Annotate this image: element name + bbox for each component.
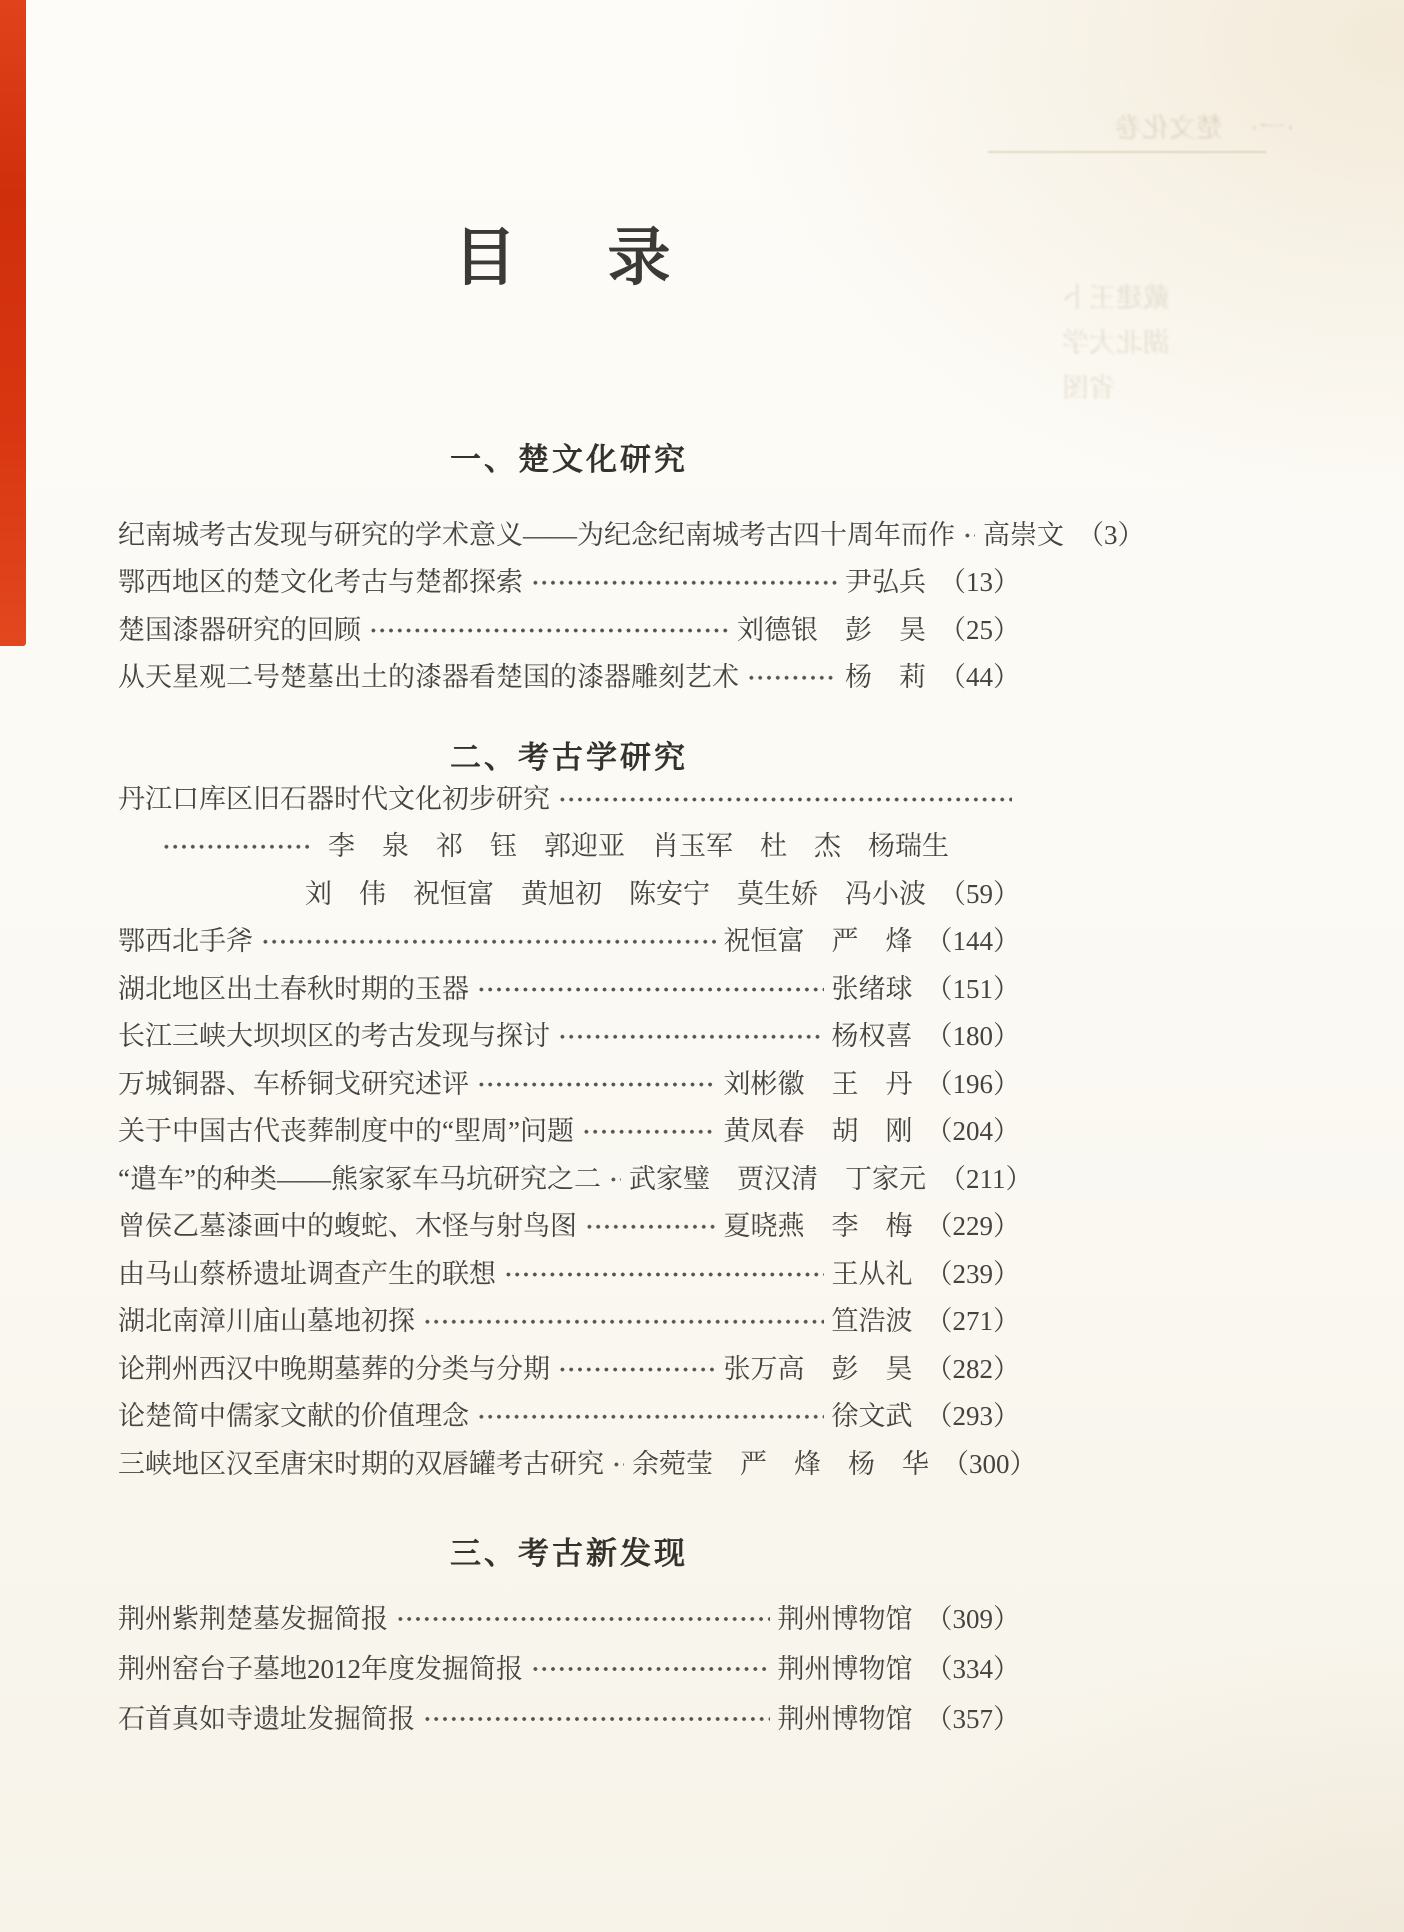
- entry-title: 从天星观二号楚墓出土的漆器看楚国的漆器雕刻艺术: [118, 662, 739, 693]
- entry-authors: 李 泉 祁 钰 郭迎亚 肖玉军 杜 杰 杨瑞生: [328, 831, 949, 862]
- entry-authors: 张绪球: [831, 973, 913, 1004]
- entry-page-number: （271）: [925, 1306, 1020, 1337]
- dot-leader: [160, 823, 312, 871]
- entry-authors: 张万高 彭 昊: [723, 1353, 913, 1384]
- entry-authors: 荆州博物馆: [777, 1653, 913, 1684]
- entry-authors: 荆州博物馆: [777, 1703, 913, 1734]
- book-spine-red-strip: [0, 0, 26, 646]
- dot-leader: [556, 1346, 716, 1394]
- entry-authors: 杨权喜: [831, 1021, 913, 1052]
- entry-authors: 武家璧 贾汉清 丁家元: [628, 1163, 926, 1194]
- ghost-line-3: 省图: [1062, 373, 1116, 403]
- entry-authors: 余菀莹 严 烽 杨 华: [632, 1448, 929, 1479]
- toc-entry: [118, 1298, 1020, 1346]
- toc-entry: [118, 1013, 1020, 1061]
- dot-leader: [475, 1393, 824, 1441]
- toc-entry-authors-line-2: [118, 871, 1020, 919]
- dot-leader: [475, 966, 824, 1014]
- entry-authors: 高崇文: [983, 519, 1064, 550]
- entry-page-number: （239）: [925, 1258, 1020, 1289]
- entry-title: “遣车”的种类——熊家冢车马坑研究之二: [118, 1163, 601, 1194]
- dot-leader: [556, 776, 1012, 824]
- section-2-entries: [118, 776, 1037, 1489]
- ghost-showthrough-rule: [988, 151, 1266, 153]
- toc-entry: [118, 918, 1020, 966]
- entry-authors: 徐文武: [831, 1401, 913, 1432]
- entry-authors: 刘彬徽 王 丹: [723, 1068, 913, 1099]
- dot-leader: [583, 1203, 716, 1251]
- dot-leader: [556, 1013, 824, 1061]
- entry-title: 三峡地区汉至唐宋时期的双唇罐考古研究: [118, 1448, 604, 1479]
- entry-authors: 夏晓燕 李 梅: [723, 1211, 913, 1242]
- dot-leader: [529, 559, 837, 607]
- toc-entry-multiline-title: [118, 776, 1020, 824]
- toc-entry: [118, 1156, 1033, 1204]
- entry-title: 关于中国古代丧葬制度中的“堲周”问题: [118, 1116, 574, 1147]
- entry-title: 纪南城考古发现与研究的学术意义——为纪念纪南城考古四十周年而作: [118, 519, 955, 550]
- entry-page-number: （204）: [925, 1116, 1020, 1147]
- section-heading-3: 三、考古新发现: [450, 1536, 688, 1572]
- entry-page-number: （309）: [925, 1603, 1020, 1634]
- entry-page-number: （334）: [925, 1653, 1020, 1684]
- ghost-showthrough-block: [1062, 276, 1222, 411]
- dot-leader: [607, 1156, 621, 1204]
- toc-entry: [118, 512, 1145, 560]
- entry-page-number: （293）: [925, 1401, 1020, 1432]
- entry-page-number: （144）: [925, 926, 1020, 957]
- entry-title: 由马山蔡桥遗址调查产生的联想: [118, 1258, 496, 1289]
- section-heading-2: 二、考古学研究: [450, 739, 688, 775]
- entry-title: 楚国漆器研究的回顾: [118, 614, 361, 645]
- entry-page-number: （25）: [939, 614, 1020, 645]
- entry-authors: 王从礼: [831, 1258, 913, 1289]
- entry-authors: 笪浩波: [831, 1306, 913, 1337]
- toc-entry: [118, 559, 1020, 607]
- entry-title: 石首真如寺遗址发掘简报: [118, 1703, 415, 1734]
- entry-title: 鄂西北手斧: [118, 926, 253, 957]
- entry-title: 长江三峡大坝坝区的考古发现与探讨: [118, 1021, 550, 1052]
- section-1-entries: [118, 512, 1145, 702]
- ghost-showthrough-header: ·一· 楚文化卷: [1115, 113, 1295, 143]
- entry-page-number: （44）: [939, 662, 1020, 693]
- toc-entry: [118, 1694, 1020, 1744]
- entry-page-number: （357）: [925, 1703, 1020, 1734]
- entry-authors: 黄凤春 胡 刚: [723, 1116, 913, 1147]
- entry-title: 荆州紫荆楚墓发掘简报: [118, 1603, 388, 1634]
- entry-title: 荆州窑台子墓地2012年度发掘简报: [118, 1653, 523, 1684]
- dot-leader: [259, 918, 716, 966]
- toc-entry: [118, 966, 1020, 1014]
- entry-authors: 杨 莉: [845, 662, 926, 693]
- entry-page-number: （151）: [925, 973, 1020, 1004]
- entry-page-number: （180）: [925, 1021, 1020, 1052]
- toc-entry: [118, 1251, 1020, 1299]
- entry-title: 湖北南漳川庙山墓地初探: [118, 1306, 415, 1337]
- entry-page-number: （196）: [925, 1068, 1020, 1099]
- entry-title: 曾侯乙墓漆画中的蝮蛇、木怪与射鸟图: [118, 1211, 577, 1242]
- dot-leader: [475, 1061, 716, 1109]
- dot-leader: [421, 1298, 824, 1346]
- dot-leader: [421, 1694, 770, 1744]
- page-title: 目 录: [453, 223, 685, 293]
- toc-entry: [118, 1393, 1020, 1441]
- toc-entry-authors-line-1: [118, 823, 1020, 871]
- entry-title: 鄂西地区的楚文化考古与楚都探索: [118, 567, 523, 598]
- dot-leader: [961, 512, 975, 560]
- dot-leader: [502, 1251, 824, 1299]
- ghost-line-1: 戴建王卜: [1062, 283, 1170, 313]
- entry-authors: 刘 伟 祝恒富 黄旭初 陈安宁 莫生娇 冯小波: [305, 878, 926, 909]
- toc-entry: [118, 1346, 1020, 1394]
- entry-page-number: （59）: [939, 878, 1020, 909]
- entry-title: 论楚简中儒家文献的价值理念: [118, 1401, 469, 1432]
- ghost-line-2: 湖北大学: [1062, 328, 1170, 358]
- entry-page-number: （229）: [925, 1211, 1020, 1242]
- toc-entry: [118, 1203, 1020, 1251]
- entry-authors: 尹弘兵: [845, 567, 926, 598]
- entry-authors: 荆州博物馆: [777, 1603, 913, 1634]
- dot-leader: [745, 654, 837, 702]
- dot-leader: [367, 607, 729, 655]
- entry-authors: 刘德银 彭 昊: [737, 614, 926, 645]
- entry-title: 万城铜器、车桥铜戈研究述评: [118, 1068, 469, 1099]
- dot-leader: [529, 1644, 770, 1694]
- toc-entry: [118, 1061, 1020, 1109]
- toc-entry: [118, 654, 1020, 702]
- entry-page-number: （3）: [1077, 519, 1145, 550]
- entry-authors: 祝恒富 严 烽: [723, 926, 913, 957]
- entry-page-number: （13）: [939, 567, 1020, 598]
- section-3-entries: [118, 1594, 1020, 1744]
- entry-page-number: （300）: [942, 1448, 1037, 1479]
- entry-page-number: （211）: [938, 1163, 1033, 1194]
- dot-leader: [610, 1441, 624, 1489]
- toc-entry: [118, 1644, 1020, 1694]
- toc-entry: [118, 1594, 1020, 1644]
- entry-title: 湖北地区出土春秋时期的玉器: [118, 973, 469, 1004]
- dot-leader: [580, 1108, 716, 1156]
- section-heading-1: 一、楚文化研究: [450, 441, 688, 477]
- toc-entry: [118, 1441, 1037, 1489]
- entry-title: 论荆州西汉中晚期墓葬的分类与分期: [118, 1353, 550, 1384]
- toc-entry: [118, 1108, 1020, 1156]
- dot-leader: [394, 1594, 770, 1644]
- entry-title: 丹江口库区旧石器时代文化初步研究: [118, 783, 550, 814]
- entry-page-number: （282）: [925, 1353, 1020, 1384]
- toc-entry: [118, 607, 1020, 655]
